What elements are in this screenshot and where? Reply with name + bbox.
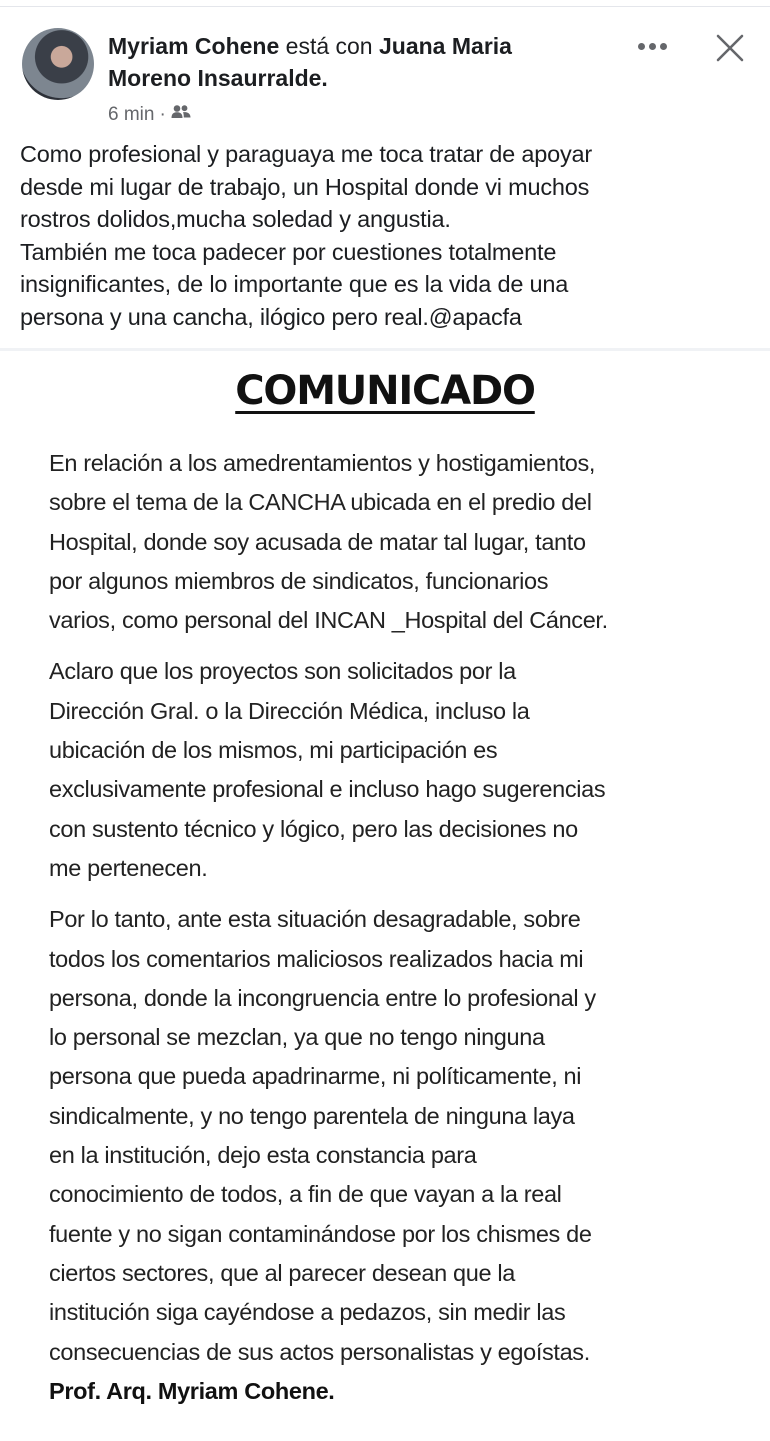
doc-line: consecuencias de sus actos personalistas y egoístas.: [49, 1338, 590, 1365]
doc-line: persona que pueda apadrinarme, ni políticamente, ni: [49, 1063, 582, 1090]
author-name-link[interactable]: Myriam Cohene: [108, 33, 280, 59]
more-options-button[interactable]: [632, 36, 672, 56]
doc-line: sindicalmente, y no tengo parentela de ninguna laya: [49, 1102, 575, 1129]
author-line: [108, 30, 628, 94]
more-options-dot: [660, 43, 667, 50]
doc-line: Dirección Gral. o la Dirección Médica, incluso la: [49, 697, 530, 724]
post-caption: [20, 138, 760, 333]
paragraph-2: [49, 652, 729, 888]
doc-line: institución siga cayéndose a pedazos, sin medir las: [49, 1299, 566, 1326]
post-header: [0, 0, 770, 140]
tagged-name-part2: Moreno Insaurralde.: [108, 65, 328, 91]
caption-line: También me toca padecer por cuestiones totalmente: [20, 238, 557, 265]
signature: Prof. Arq. Myriam Cohene.: [49, 1377, 335, 1404]
more-options-icon: [638, 43, 645, 50]
document-title-text: COMUNICADO: [235, 368, 535, 414]
friends-icon[interactable]: [171, 104, 191, 126]
doc-line: conocimiento de todos, a fin de que vayan a la real: [49, 1181, 562, 1208]
close-button[interactable]: [712, 30, 748, 66]
avatar[interactable]: [22, 28, 94, 100]
doc-line: varios, como personal del INCAN _Hospital del Cáncer.: [49, 607, 608, 634]
doc-line: ubicación de los mismos, mi participación es: [49, 737, 498, 764]
with-text: está con: [285, 33, 373, 59]
doc-line: Por lo tanto, ante esta situación desagradable, sobre: [49, 906, 581, 933]
document-title: [0, 365, 770, 417]
post-image-document[interactable]: [0, 351, 770, 1441]
doc-line: Aclaro que los proyectos son solicitados por la: [49, 658, 516, 685]
post-timestamp[interactable]: 6 min: [108, 104, 155, 125]
paragraph-1: [49, 444, 729, 640]
caption-line: rostros dolidos,mucha soledad y angustia.: [20, 206, 451, 232]
doc-line: En relación a los amedrentamientos y hostigamientos,: [49, 450, 596, 476]
doc-line: me pertenecen.: [49, 854, 208, 881]
doc-line: Hospital, donde soy acusada de matar tal lugar, tanto: [49, 528, 586, 555]
caption-line: persona y una cancha, ilógico pero real.@apacfa: [20, 303, 522, 330]
doc-line: fuente y no sigan contaminándose por los chismes de: [49, 1220, 592, 1247]
doc-line: por algunos miembros de sindicatos, funcionarios: [49, 567, 549, 594]
post-meta: [108, 104, 191, 126]
tagged-name-part1: Juana Maria: [379, 33, 512, 59]
doc-line: lo personal se mezclan, ya que no tengo ninguna: [49, 1024, 545, 1051]
doc-line: exclusivamente profesional e incluso hago sugerencias: [49, 776, 606, 803]
more-options-dot: [649, 43, 656, 50]
doc-line: ciertos sectores, que al parecer desean que la: [49, 1259, 515, 1286]
doc-line: en la institución, dejo esta constancia para: [49, 1142, 477, 1169]
meta-separator: ·: [159, 104, 166, 125]
doc-line: sobre el tema de la CANCHA ubicada en el predio del: [49, 489, 592, 516]
doc-line: todos los comentarios maliciosos realizados hacia mi: [49, 945, 584, 972]
caption-line: Como profesional y paraguaya me toca tratar de apoyar: [20, 141, 593, 167]
document-body: [49, 444, 729, 1411]
paragraph-3: [49, 900, 729, 1372]
caption-line: desde mi lugar de trabajo, un Hospital donde vi muchos: [20, 173, 590, 200]
doc-line: con sustento técnico y lógico, pero las decisiones no: [49, 815, 578, 842]
caption-line: insignificantes, de lo importante que es la vida de una: [20, 271, 569, 297]
close-icon: [712, 30, 748, 66]
doc-line: persona, donde la incongruencia entre lo profesional y: [49, 984, 596, 1011]
